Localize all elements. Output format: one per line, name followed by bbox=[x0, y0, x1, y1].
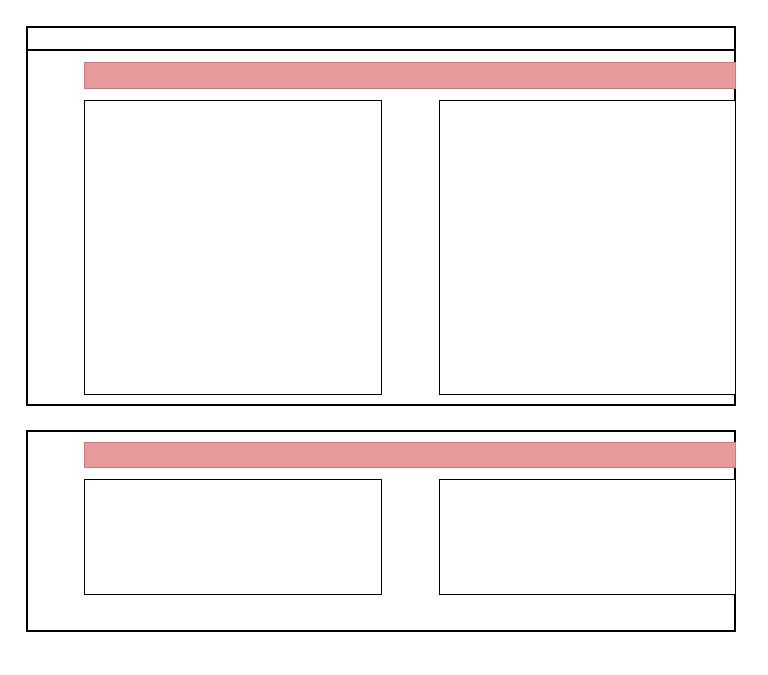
dimanche-cible1-schedule bbox=[84, 479, 382, 595]
samedi-cible2-schedule bbox=[439, 100, 736, 395]
samedi-banner bbox=[84, 62, 736, 89]
samedi-top-divider bbox=[26, 49, 736, 51]
samedi-cible1-schedule bbox=[84, 100, 382, 395]
dimanche-banner bbox=[84, 442, 736, 468]
dimanche-cible2-schedule bbox=[439, 479, 736, 595]
